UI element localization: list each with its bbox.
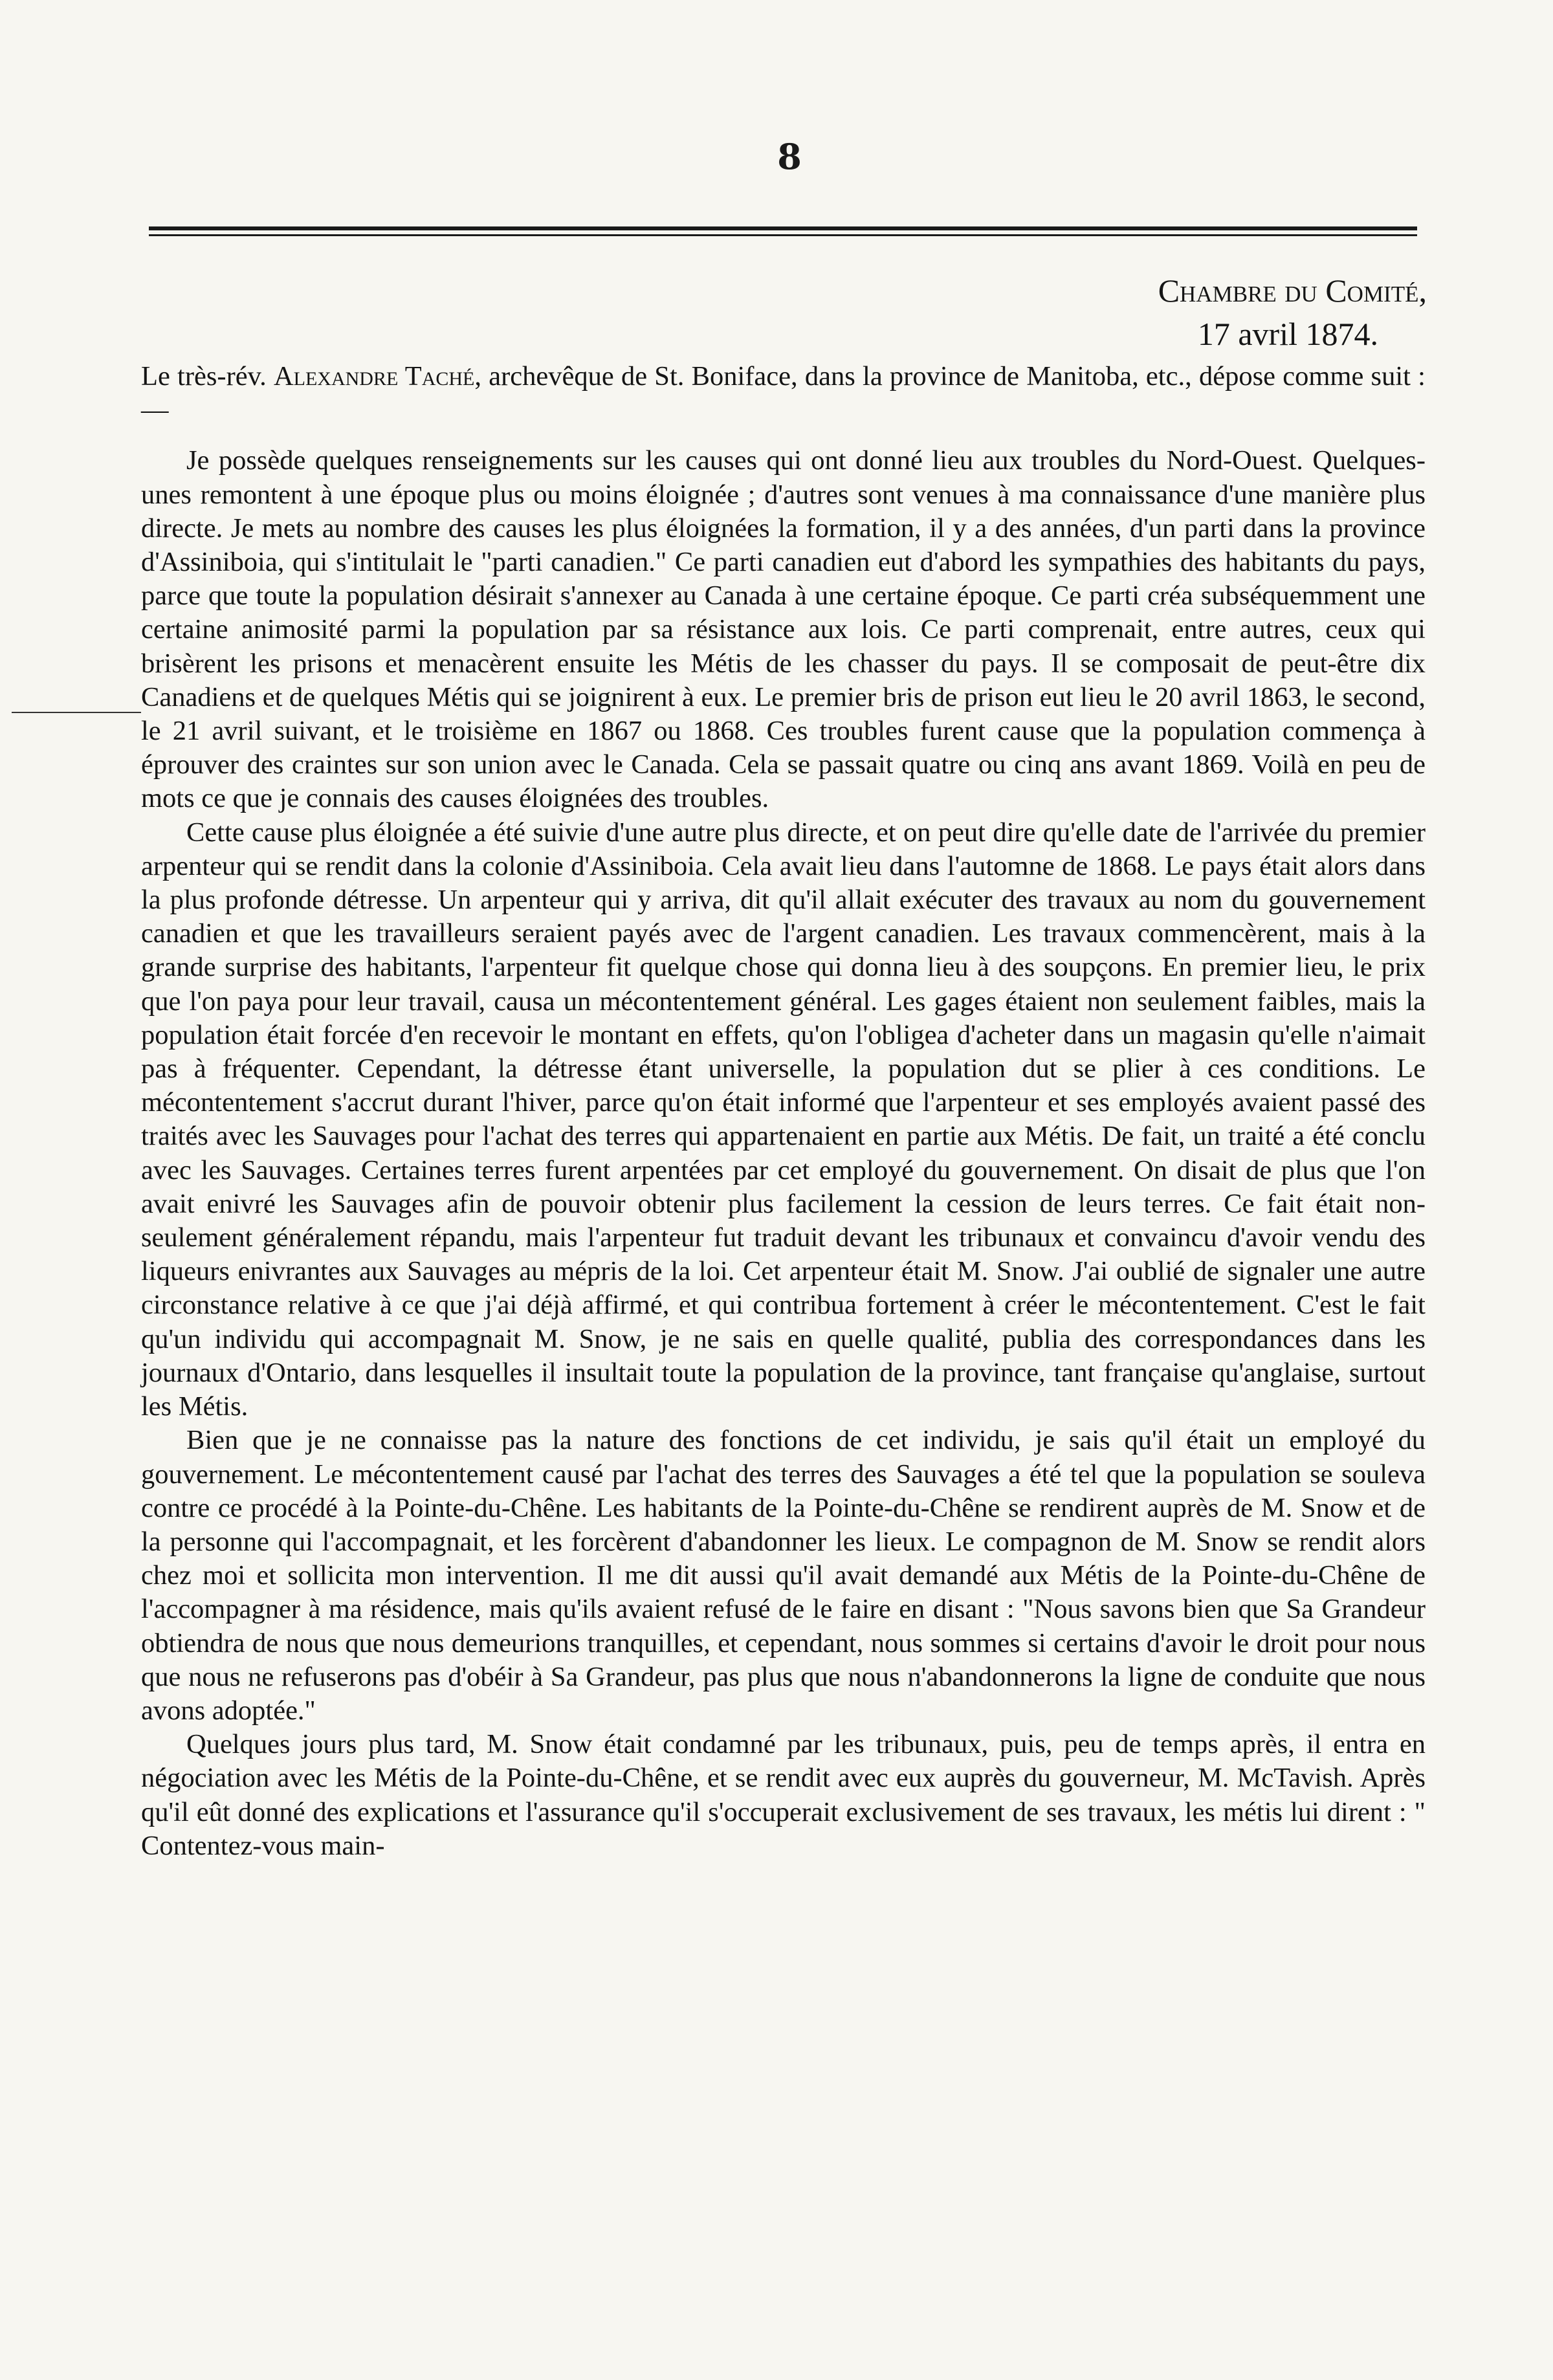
paragraph-gap (141, 427, 1426, 444)
intro-paragraph (141, 360, 1426, 427)
header-rule-thin (149, 234, 1417, 236)
margin-mark (12, 712, 141, 713)
dateline-place: Chambre du Comité, (1158, 272, 1427, 309)
dateline-date: 17 avril 1874. (1197, 316, 1378, 352)
paragraph-4: Quelques jours plus tard, M. Snow était condamné par les tribunaux, puis, peu de temps après, il entra en négociation avec les Métis de la Pointe-du-Chêne, et se rendit avec eux auprès du gouverneur, M. McTavish. Après qu'il eût donné des explications et l'assurance qu'il s'occuperait exclusivement de ses travaux, les métis lui dirent : " Contentez-vous main- (141, 1729, 1426, 1861)
paragraph-3: Bien que je ne connaisse pas la nature des fonctions de cet individu, je sais qu'il était un employé du gouvernement. Le mécontentement causé par l'achat des terres des Sauvages a été tel que la population se souleva contre ce procédé à la Pointe-du-Chêne. Les habitants de la Pointe-du-Chêne se rendirent auprès de M. Snow et de la personne qui l'accompagnait, et les forcèrent d'abandonner les lieux. Le compagnon de M. Snow se rendit alors chez moi et sollicita mon intervention. Il me dit aussi qu'il avait demandé aux Métis de la Pointe-du-Chêne de l'accompagner à ma résidence, mais qu'ils avaient refusé de le faire en disant : "Nous savons bien que Sa Grandeur obtiendra de nous que nous demeurions tranquilles, et cependant, nous sommes si certains d'avoir le droit pour nous que nous ne refuserons pas d'obéir à Sa Grandeur, pas plus que nous n'abandonnerons la ligne de conduite que nous avons adoptée." (141, 1425, 1426, 1726)
page-number: 8 (777, 136, 802, 177)
paragraph-2: Cette cause plus éloignée a été suivie d'une autre plus directe, et on peut dire qu'elle date de l'arrivée du premier arpenteur qui se rendit dans la colonie d'Assiniboia. Cela avait lieu dans l'automne de 1868. Le pays était alors dans la plus profonde détresse. Un arpenteur qui y arriva, dit qu'il allait exécuter des travaux au nom du gouvernement canadien et que les travailleurs seraient payés avec de l'argent canadien. Les travaux commencèrent, mais à la grande surprise des habitants, l'arpenteur fit quelque chose qui donna lieu à des soupçons. En premier lieu, le prix que l'on paya pour leur travail, causa un mécontentement général. Les gages étaient non seulement faibles, mais la population était forcée d'en recevoir le montant en effets, qu'on l'obligea d'acheter dans un magasin qu'elle n'aimait pas à fréquenter. Cependant, la détresse étant universelle, la population dut se plier à ces conditions. Le mécontentement s'accrut durant l'hiver, parce qu'on était informé que l'arpenteur et ses employés avaient passé des traités avec les Sauvages pour l'achat des terres qui appartenaient en partie aux Métis. De fait, un traité a été conclu avec les Sauvages. Certaines terres furent arpentées par cet employé du gouvernement. On disait de plus que l'on avait enivré les Sauvages afin de pouvoir obtenir plus facilement la cession de leurs terres. Ce fait était non-seulement généralement répandu, mais l'arpenteur fut traduit devant les tribunaux et convaincu d'avoir vendu des liqueurs enivrantes aux Sauvages au mépris de la loi. Cet arpenteur était M. Snow. J'ai oublié de signaler une autre circonstance relative à ce que j'ai déjà affirmé, et qui contribua fortement à créer le mécontentement. C'est le fait qu'un individu qui accompagnait M. Snow, je ne sais en quelle qualité, publia des correspondances dans les journaux d'Ontario, dans lesquelles il insultait toute la population de la province, tant française qu'anglaise, surtout les Métis. (141, 817, 1426, 1422)
body-text (141, 360, 1426, 1863)
paragraph-1: Je possède quelques renseignements sur les causes qui ont donné lieu aux troubles du Nord-Ouest. Quelques-unes remontent à une époque plus ou moins éloignée ; d'autres sont venues à ma connaissance d'une manière plus directe. Je mets au nombre des causes les plus éloignées la formation, il y a des années, d'un parti dans la province d'Assiniboia, qui s'intitulait le "parti canadien." Ce parti canadien eut d'abord les sympathies des habitants du pays, parce que toute la population désirait s'annexer au Canada à une certaine époque. Ce parti créa subséquemment une certaine animosité parmi la population par sa résistance aux lois. Ce parti comprenait, entre autres, ceux qui brisèrent les prisons et menacèrent ensuite les Métis de les chasser du pays. Il se composait de peut-être dix Canadiens et de quelques Métis qui se joignirent à eux. Le premier bris de prison eut lieu le 20 avril 1863, le second, le 21 avril suivant, et le troisième en 1867 ou 1868. Ces troubles furent cause que la population commença à éprouver des craintes sur son union avec le Canada. Cela se passait quatre ou cinq ans avant 1869. Voilà en peu de mots ce que je connais des causes éloignées des troubles. (141, 445, 1426, 814)
intro-before: Le très-rév. (141, 361, 274, 391)
header-rule-thick (149, 226, 1417, 230)
intro-after: , archevêque de St. Boniface, dans la province de Manitoba, etc., dépose comme suit :— (141, 361, 1426, 426)
deponent-name: Alexandre Taché (273, 361, 475, 391)
